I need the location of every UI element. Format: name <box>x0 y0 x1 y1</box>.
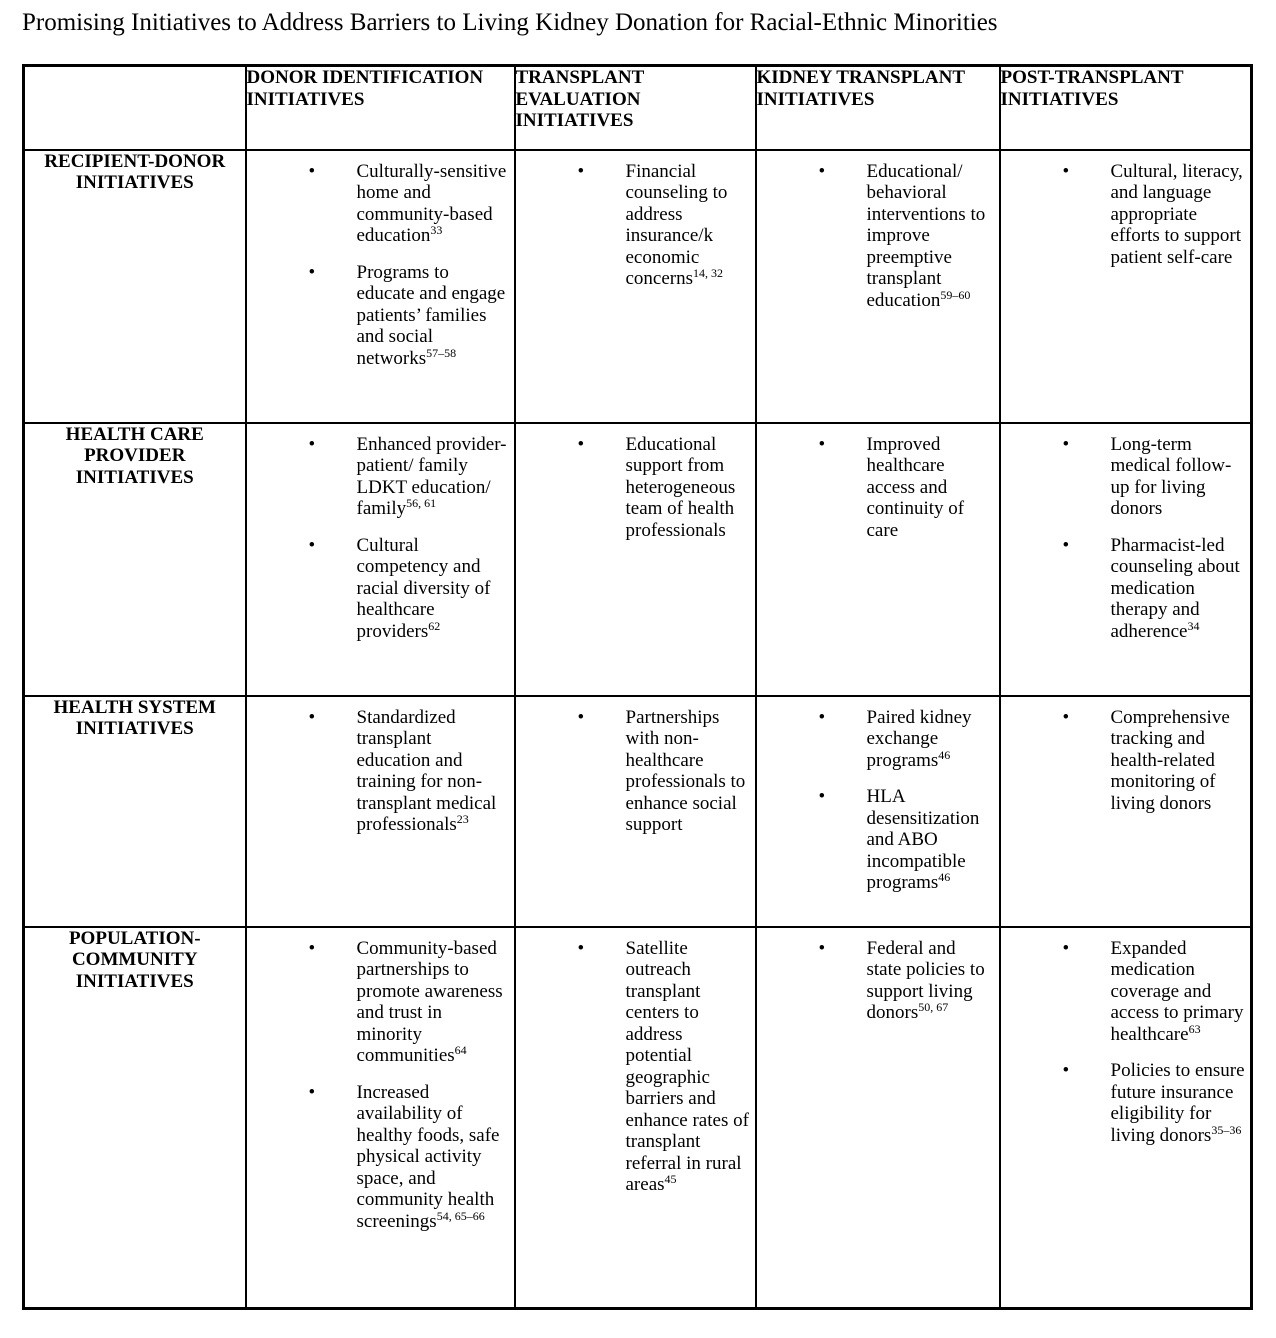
table-cell <box>1000 927 1252 1309</box>
list-item <box>247 535 514 643</box>
table-cell <box>756 927 1000 1309</box>
citation-superscript: 63 <box>1188 1021 1201 1036</box>
list-item <box>1001 938 1251 1046</box>
list-item <box>516 434 755 542</box>
bullet-icon: • <box>308 1081 316 1103</box>
list-item <box>247 434 514 520</box>
item-text: Financial counseling to address insurance/k economic concerns <box>625 160 728 289</box>
bullet-list <box>1001 928 1251 1147</box>
column-header-transplant-evaluation: TRANSPLANT EVALUATION INITIATIVES <box>515 66 756 150</box>
bullet-icon: • <box>1062 433 1070 455</box>
citation-superscript: 50, 67 <box>918 1000 949 1014</box>
list-item <box>247 938 514 1067</box>
list-item <box>516 161 755 290</box>
table-row-population-community <box>24 927 1252 1309</box>
initiatives-table <box>22 64 1253 1310</box>
table-cell <box>515 423 756 696</box>
bullet-icon: • <box>818 786 826 807</box>
list-item <box>757 938 999 1024</box>
item-text: Cultural competency and racial diversity of healthcare providers <box>356 534 491 642</box>
citation-superscript: 54, 65–66 <box>436 1208 485 1223</box>
table-cell <box>246 696 515 927</box>
item-text: Policies to ensure future insurance eligibility for living donors <box>1110 1060 1245 1146</box>
bullet-icon: • <box>818 706 826 728</box>
item-text: Educational/ behavioral interventions to improve preemptive transplant education <box>866 160 986 311</box>
bullet-list <box>247 928 514 1233</box>
bullet-icon: • <box>1062 160 1070 182</box>
table-cell <box>756 150 1000 423</box>
table-cell <box>1000 423 1252 696</box>
citation-superscript: 34 <box>1187 618 1200 633</box>
list-item <box>516 707 755 836</box>
item-text: Enhanced provider-patient/ family LDKT education/ family <box>356 433 507 519</box>
bullet-icon: • <box>818 433 826 455</box>
citation-superscript: 46 <box>938 747 951 762</box>
bullet-list <box>757 151 999 312</box>
item-text: Culturally-sensitive home and community-based education <box>356 160 507 246</box>
bullet-icon: • <box>818 160 826 182</box>
item-text: Partnerships with non-healthcare professionals to enhance social support <box>625 706 746 835</box>
column-header-donor-identification: DONOR IDENTIFICATION INITIATIVES <box>246 66 515 150</box>
bullet-list <box>247 424 514 643</box>
corner-cell <box>24 66 246 150</box>
column-header-kidney-transplant: KIDNEY TRANSPLANT INITIATIVES <box>756 66 1000 150</box>
bullet-icon: • <box>577 433 585 455</box>
citation-superscript: 59–60 <box>940 287 971 302</box>
table-row-health-system <box>24 696 1252 927</box>
table-cell <box>756 423 1000 696</box>
list-item <box>757 161 999 312</box>
citation-superscript: 35–36 <box>1211 1122 1242 1137</box>
item-text: Federal and state policies to support living donors <box>866 937 985 1023</box>
item-text: Community-based partnerships to promote awareness and trust in minority communities <box>356 937 503 1066</box>
item-text: Standardized transplant education and training for non-transplant medical professionals <box>356 706 497 835</box>
bullet-icon: • <box>308 937 316 959</box>
citation-superscript: 64 <box>454 1043 467 1057</box>
list-item <box>1001 707 1251 815</box>
citation-superscript: 33 <box>430 223 443 237</box>
bullet-icon: • <box>308 706 316 728</box>
table-row-recipient-donor <box>24 150 1252 423</box>
bullet-icon: • <box>577 706 585 728</box>
bullet-list <box>516 424 755 542</box>
table-row-health-care-provider <box>24 423 1252 696</box>
item-text: Educational support from heterogeneous team of health professionals <box>625 433 736 541</box>
item-text: Pharmacist-led counseling about medication therapy and adherence <box>1110 534 1240 642</box>
row-header: RECIPIENT-DONOR INITIATIVES <box>24 150 246 423</box>
table-cell <box>515 927 756 1309</box>
item-text: Long-term medical follow-up for living donors <box>1110 433 1232 519</box>
list-item <box>516 938 755 1196</box>
table-cell <box>515 696 756 927</box>
bullet-icon: • <box>1062 706 1070 728</box>
header-row <box>24 66 1252 150</box>
table-cell <box>515 150 756 423</box>
list-item <box>247 1082 514 1233</box>
list-item <box>247 707 514 836</box>
column-header-post-transplant: POST-TRANSPLANT INITIATIVES <box>1000 66 1252 150</box>
citation-superscript: 45 <box>664 1172 677 1186</box>
citation-superscript: 56, 61 <box>406 496 437 510</box>
bullet-icon: • <box>1062 937 1070 959</box>
list-item <box>1001 1060 1251 1146</box>
row-header: POPULATION-COMMUNITY INITIATIVES <box>24 927 246 1309</box>
bullet-icon: • <box>308 433 316 455</box>
bullet-icon: • <box>1062 534 1070 556</box>
item-text: HLA desensitization and ABO incompatible programs <box>866 786 980 893</box>
list-item <box>247 161 514 247</box>
list-item <box>757 434 999 542</box>
item-text: Paired kidney exchange programs <box>866 706 972 771</box>
item-text: Comprehensive tracking and health-related monitoring of living donors <box>1110 706 1230 814</box>
table-cell <box>246 423 515 696</box>
table-cell <box>246 927 515 1309</box>
bullet-icon: • <box>308 261 316 283</box>
bullet-icon: • <box>308 160 316 182</box>
citation-superscript: 62 <box>428 618 441 633</box>
bullet-icon: • <box>577 937 585 959</box>
item-text: Programs to educate and engage patients’ families and social networks <box>356 261 506 369</box>
bullet-list <box>516 151 755 290</box>
bullet-list <box>1001 424 1251 643</box>
bullet-icon: • <box>308 534 316 556</box>
bullet-list <box>757 928 999 1024</box>
row-header: HEALTH CARE PROVIDER INITIATIVES <box>24 423 246 696</box>
bullet-list <box>516 928 755 1196</box>
list-item <box>1001 161 1251 269</box>
item-text: Cultural, literacy, and language appropriate efforts to support patient self-care <box>1110 160 1243 268</box>
bullet-icon: • <box>577 160 585 182</box>
citation-superscript: 46 <box>938 870 951 884</box>
list-item <box>1001 434 1251 520</box>
bullet-icon: • <box>818 937 826 959</box>
bullet-list <box>757 424 999 542</box>
citation-superscript: 57–58 <box>426 345 457 360</box>
bullet-list <box>247 151 514 370</box>
table-cell <box>756 696 1000 927</box>
row-header: HEALTH SYSTEM INITIATIVES <box>24 696 246 927</box>
bullet-list <box>247 697 514 836</box>
list-item <box>1001 535 1251 643</box>
table-cell <box>1000 696 1252 927</box>
list-item <box>247 262 514 370</box>
bullet-list <box>757 697 999 894</box>
item-text: Satellite outreach transplant centers to address potential geographic barriers and enhance rates of transplant referral in rural areas <box>625 937 749 1195</box>
item-text: Expanded medication coverage and access to primary healthcare <box>1110 937 1244 1045</box>
bullet-list <box>1001 151 1251 269</box>
table-cell <box>246 150 515 423</box>
bullet-list <box>516 697 755 836</box>
item-text: Increased availability of healthy foods, safe physical activity space, and community health screenings <box>356 1081 500 1232</box>
table-cell <box>1000 150 1252 423</box>
bullet-icon: • <box>1062 1060 1070 1081</box>
page-title: Promising Initiatives to Address Barriers to Living Kidney Donation for Racial-Ethnic Minorities <box>22 9 998 36</box>
list-item <box>757 786 999 894</box>
item-text: Improved healthcare access and continuity of care <box>866 433 965 541</box>
bullet-list <box>1001 697 1251 815</box>
citation-superscript: 23 <box>456 812 469 826</box>
list-item <box>757 707 999 772</box>
citation-superscript: 14, 32 <box>693 266 724 280</box>
